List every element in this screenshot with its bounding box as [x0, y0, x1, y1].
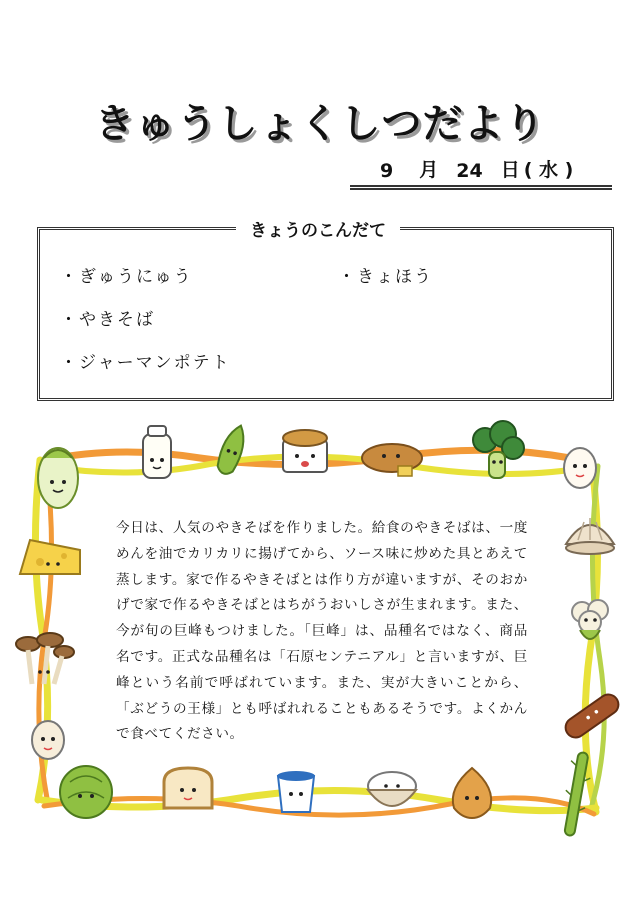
menu-item-yakisoba: ・やきそば: [60, 310, 155, 330]
mushroom-character-icon: [16, 633, 74, 684]
newsletter-message: 今日は、人気のやきそばを作りました。給食のやきそばは、一度めんを油でカリカリに揚げてから、ソース味に炒めた具とあえて蒸します。家で作るやきそばとは作り方が違いますが、そのおかげで家で作るやきそばとはちがうおいしさが生まれます。また、今が旬の巨峰もつけました。「巨峰」は、品種名ではなく、商品名です。正式な品種名は「石原センテニアル」と言いますが、巨峰という名前で呼ばれています。また、実が大きいことから、「ぶどうの王様」とも呼ばれれることもあるそうです。よくかんで食べてください。: [116, 520, 528, 743]
yogurt-cup-character-icon: [277, 771, 315, 812]
toast-character-icon: [164, 768, 212, 808]
lettuce-character-icon: [60, 766, 112, 818]
menu-heading: きょうのこんだて: [236, 216, 400, 241]
okra-character-icon: [214, 422, 250, 477]
clam-character-icon: [566, 518, 614, 554]
small-egg-character-icon: [32, 721, 64, 759]
milk-bottle-character-icon: [143, 426, 171, 478]
bread-roll-character-icon: [362, 444, 422, 476]
date-month: 9: [380, 160, 394, 182]
date-day-unit: 日: [500, 159, 520, 181]
natto-character-icon: [283, 430, 327, 472]
egg-character-icon: [564, 448, 596, 488]
rice-bowl-character-icon: [368, 772, 416, 806]
cabbage-character-icon: [38, 448, 78, 508]
onion-character-icon: [453, 768, 491, 818]
sausage-character-icon: [562, 691, 623, 742]
menu-item-german-potato: ・ジャーマンポテト: [60, 353, 231, 373]
newsletter-title: きゅうしょくしつだより: [94, 101, 546, 147]
menu-item-kyoho: ・きょほう: [338, 267, 433, 287]
date-line: [350, 160, 612, 190]
date-weekday: ( 水 ): [523, 159, 574, 181]
cauliflower-character-icon: [572, 600, 608, 639]
date-month-unit: 月: [419, 159, 439, 181]
cheese-character-icon: [20, 540, 80, 574]
menu-item-milk: ・ぎゅうにゅう: [60, 267, 193, 287]
date-day: 24: [456, 160, 483, 182]
